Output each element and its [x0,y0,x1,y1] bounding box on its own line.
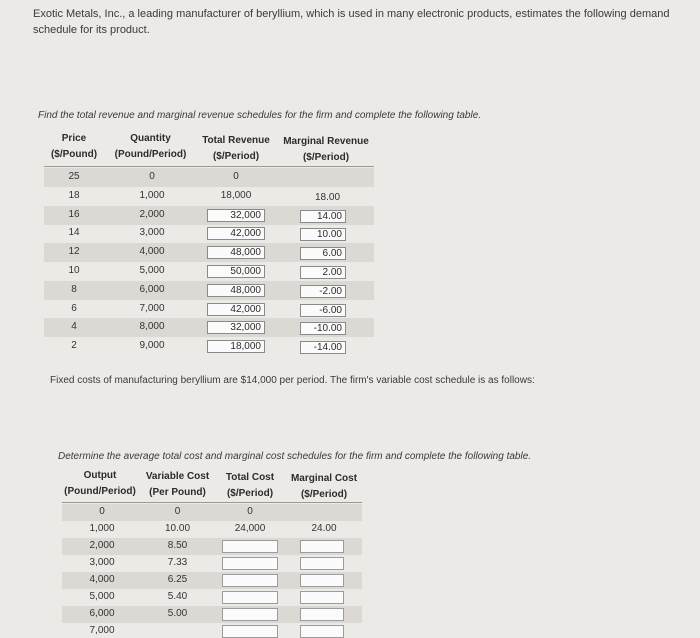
variable-cost-cell: 6.25 [167,574,188,585]
price-cell: 6 [71,303,77,314]
quantity-header [108,131,193,163]
output-cell: 7,000 [89,625,115,636]
total-cost-header-title: Total Cost [225,472,275,483]
quantity-cell: 4,000 [139,246,165,257]
marginal-revenue-input[interactable]: 10.00 [300,228,346,241]
price-cell: 16 [68,209,80,220]
price-header-title: Price [61,133,87,144]
total-revenue-input[interactable]: 48,000 [207,284,265,297]
output-header [62,468,138,500]
total-revenue-input[interactable]: 42,000 [207,227,265,240]
output-cell: 5,000 [89,591,115,602]
price-cell: 4 [71,321,77,332]
quantity-cell: 2,000 [139,209,165,220]
quantity-cell: 7,000 [139,303,165,314]
output-header-title: Output [83,470,117,481]
marginal-revenue-input[interactable]: -6.00 [300,304,346,317]
total-revenue-cell: 0 [233,171,239,182]
marginal-cost-input[interactable] [300,574,344,587]
output-cell: 6,000 [89,608,115,619]
total-cost-header [217,470,283,502]
table1-header-rule [44,166,374,167]
marginal-revenue-input[interactable]: -2.00 [300,285,346,298]
total-revenue-input[interactable]: 50,000 [207,265,265,278]
variable-cost-cell: 0 [174,506,181,517]
price-header [44,131,104,163]
marginal-revenue-input[interactable]: 6.00 [300,247,346,260]
output-cell: 0 [99,506,105,517]
total-revenue-input[interactable]: 32,000 [207,321,265,334]
quantity-cell: 9,000 [139,340,165,351]
total-revenue-header-title: Total Revenue [202,135,270,146]
price-header-unit: ($/Pound) [50,149,98,160]
marginal-revenue-input[interactable]: -10.00 [300,322,346,335]
marginal-revenue-input[interactable]: -14.00 [300,341,346,354]
fixed-costs-text: Fixed costs of manufacturing beryllium are $14,000 per period. The firm's variable cost schedule is as follows: [50,375,535,386]
total-cost-header-unit: ($/Period) [226,488,274,499]
total-cost-cell: 24,000 [234,523,266,534]
price-cell: 25 [68,171,80,182]
marginal-revenue-header-title: Marginal Revenue [283,136,369,147]
table2-instruction: Determine the average total cost and marginal cost schedules for the firm and complete the following table. [58,451,532,462]
marginal-revenue-header-unit: ($/Period) [302,152,350,163]
marginal-revenue-input[interactable]: 2.00 [300,266,346,279]
marginal-cost-header [284,471,364,503]
variable-cost-cell: 5.00 [167,608,188,619]
marginal-revenue-input[interactable]: 14.00 [300,210,346,223]
total-cost-input[interactable] [222,625,278,638]
quantity-cell: 1,000 [139,190,165,201]
marginal-cost-header-unit: ($/Period) [300,489,348,500]
quantity-cell: 3,000 [139,227,165,238]
marginal-cost-input[interactable] [300,591,344,604]
variable-cost-header [140,469,215,501]
price-cell: 14 [68,227,80,238]
quantity-cell: 0 [149,171,155,182]
price-cell: 12 [68,246,80,257]
marginal-cost-input[interactable] [300,540,344,553]
total-cost-cell: 0 [247,506,253,517]
marginal-cost-cell: 24.00 [311,523,337,534]
output-cell: 3,000 [89,557,115,568]
marginal-cost-input[interactable] [300,625,344,638]
total-cost-input[interactable] [222,574,278,587]
marginal-cost-input[interactable] [300,557,344,570]
table1-instruction: Find the total revenue and marginal revenue schedules for the firm and complete the following table. [38,110,482,121]
marginal-cost-header-title: Marginal Cost [290,473,358,484]
total-cost-input[interactable] [222,557,278,570]
variable-cost-header-unit: (Per Pound) [149,487,206,498]
total-revenue-header [196,133,276,165]
total-cost-input[interactable] [222,540,278,553]
variable-cost-cell: 8.50 [167,540,188,551]
total-revenue-input[interactable]: 42,000 [207,303,265,316]
quantity-cell: 5,000 [139,265,165,276]
table2-header-rule [62,502,362,503]
problem-intro: Exotic Metals, Inc., a leading manufacturer of beryllium, which is used in many electronic products, estimates the following demand schedule for its product. [33,8,670,36]
variable-cost-cell: 7.33 [167,557,188,568]
marginal-revenue-cell: 18.00 [314,192,341,203]
output-cell: 1,000 [89,523,115,534]
output-cell: 2,000 [89,540,115,551]
quantity-header-unit: (Pound/Period) [114,149,187,160]
price-cell: 2 [71,340,77,351]
output-header-unit: (Pound/Period) [64,486,136,497]
price-cell: 10 [68,265,80,276]
quantity-header-title: Quantity [130,133,171,144]
price-cell: 8 [71,284,77,295]
total-revenue-input[interactable]: 32,000 [207,209,265,222]
variable-cost-cell: 5.40 [167,591,188,602]
marginal-revenue-header [281,134,371,166]
total-cost-input[interactable] [222,608,278,621]
total-revenue-cell: 18,000 [220,190,252,201]
quantity-cell: 6,000 [139,284,165,295]
total-cost-input[interactable] [222,591,278,604]
variable-cost-header-title: Variable Cost [145,471,210,482]
total-revenue-header-unit: ($/Period) [212,151,260,162]
price-cell: 18 [68,190,80,201]
total-revenue-input[interactable]: 48,000 [207,246,265,259]
output-cell: 4,000 [89,574,115,585]
variable-cost-cell: 10.00 [164,523,191,534]
marginal-cost-input[interactable] [300,608,344,621]
total-revenue-input[interactable]: 18,000 [207,340,265,353]
quantity-cell: 8,000 [139,321,165,332]
